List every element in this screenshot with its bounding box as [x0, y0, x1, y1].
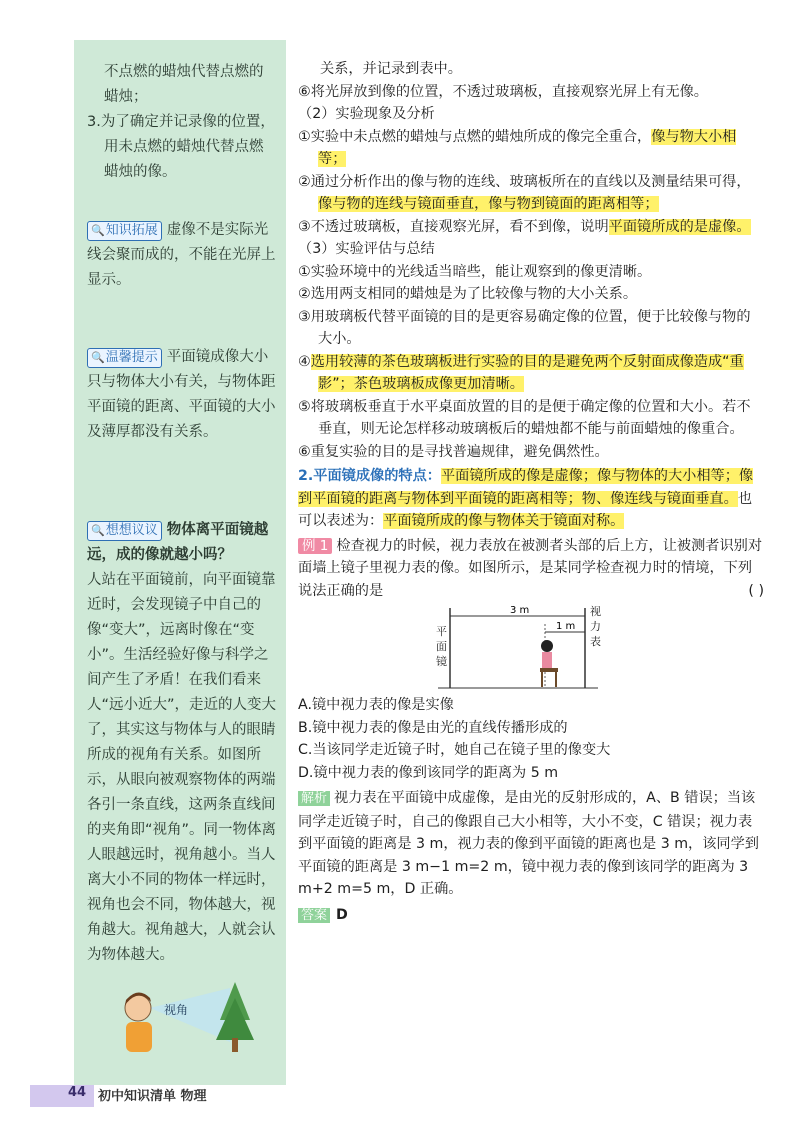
student-body — [542, 652, 552, 668]
analysis-1: ①实验中未点燃的蜡烛与点燃的蜡烛所成的像完全重合，像与物大小相等； — [298, 128, 737, 167]
option-b: B.镜中视力表的像是由光的直线传播形成的 — [298, 719, 568, 736]
option-c: C.当该同学走近镜子时，她自己在镜子里的像变大 — [298, 742, 611, 758]
option-a: A.镜中视力表的像是实像 — [298, 697, 454, 713]
page-number: 44 — [68, 1085, 87, 1100]
think-discuss-title: 物体离平面镜越远，成的像就越小吗？ — [87, 522, 269, 563]
knowledge-extension-text: 虚像不是实际光线会聚而成的，不能在光屏上显示。 — [87, 222, 276, 288]
answer — [298, 904, 764, 928]
magnifier-icon: 🔍 — [91, 524, 105, 537]
think-discuss-box — [87, 518, 277, 968]
magnifier-icon: 🔍 — [91, 224, 105, 237]
section-2: 2.平面镜成像的特点：平面镜所成的像是虚像；像与物体的大小相等；像到平面镜的距离与物体到平面镜的距离相等；物、像连线与镜面垂直。也可以表述为：平面镜所成的像与物体关于镜面对称。 — [298, 468, 754, 529]
knowledge-extension-tag: 🔍知识拓展 — [87, 221, 162, 241]
book-title: 初中知识清单 物理 — [98, 1089, 207, 1104]
answer-paren: ( ) — [748, 582, 764, 599]
eye-test-diagram — [298, 602, 764, 694]
chart-label: 视力表 — [590, 605, 601, 648]
eval-6: ⑥重复实验的目的是寻找普遍规律，避免偶然性。 — [298, 443, 609, 460]
eval-2: ②选用两支相同的蜡烛是为了比较像与物的大小关系。 — [298, 286, 638, 302]
dim-1m-label: 1 m — [556, 621, 576, 632]
text-line: 关系，并记录到表中。 — [320, 61, 462, 77]
example-1: 例 1 检查视力的时候，视力表放在被测者头部的后上方，让被测者识别对面墙上镜子里视力表的像。如图所示，是某同学检查视力时的情境，下列说法正确的是 ( ) — [298, 535, 764, 603]
knowledge-extension-box — [87, 218, 277, 293]
sidebar-item-3: 3.为了确定并记录像的位置，用未点燃的蜡烛代替点燃蜡烛的像。 — [87, 114, 275, 180]
step-6: ⑥将光屏放到像的位置，不透过玻璃板，直接观察光屏上有无像。 — [298, 83, 708, 100]
think-discuss-text: 人站在平面镜前，向平面镜靠近时，会发现镜子中自己的像“变大”，远离时像在“变小”。生活经验好像与科学之间产生了矛盾！在我们看来人“远小近大”，走近的人变大了，其实这与物体与人的眼睛所成的视角有关系。如图所示，从眼向被观察物体的两端各引一条直线，这两条直线间的夹角即“视角”。同一物体离人眼越远时，视角越小。当人离大小不同的物体一样远时，视角也会不同，物体越大，视角越大。视角越大，人就会认为物体越大。 — [87, 572, 277, 963]
eval-3: ③用玻璃板代替平面镜的目的是更容易确定像的位置，便于比较像与物的大小。 — [298, 308, 751, 347]
warm-tip-tag: 🔍温馨提示 — [87, 348, 162, 368]
warm-tip-text: 平面镜成像大小只与物体大小有关，与物体距平面镜的距离、平面镜的大小及薄厚都没有关系。 — [87, 349, 276, 440]
section-title: （2）实验现象及分析 — [298, 106, 435, 122]
mirror-label: 平面镜 — [436, 625, 447, 668]
main-content — [298, 58, 764, 927]
analysis: 解析 视力表在平面镜中成虚像，是由光的反射形成的，A、B 错误；当该同学走近镜子时，自己的像跟自己大小相等，大小不变，C 错误；视力表到平面镜的距离是 3 m，视力表的像到平面镜的距离也是 3 m，该同学到平面镜的距离是 3 m−1 m=2 m，镜中视力表的像到该同学的距离为 3 m+2 m=5 m，D 正确。 — [298, 790, 759, 897]
section-2-title: 2.平面镜成像的特点： — [298, 468, 441, 484]
highlight: 像与物大小相等； — [318, 128, 737, 167]
section-title: （3）实验评估与总结 — [298, 241, 435, 257]
angle-wedge — [150, 988, 230, 1042]
sidebar-text: 蜡烛； — [104, 89, 148, 105]
chair-seat — [540, 668, 558, 672]
eye-test-figure — [298, 602, 764, 694]
warm-tip-box — [87, 345, 277, 445]
analysis-3: ③不透过玻璃板，直接观察光屏，看不到像，说明平面镜所成的是虚像。 — [298, 218, 751, 235]
eval-4: ④选用较薄的茶色玻璃板进行实验的目的是避免两个反射面成像造成“重影”；茶色玻璃板成像更加清晰。 — [298, 353, 744, 392]
answer-badge: 答案 — [298, 908, 330, 923]
highlight: 平面镜所成的是虚像。 — [608, 218, 751, 235]
sidebar-top-note — [87, 60, 277, 185]
highlight: 选用较薄的茶色玻璃板进行实验的目的是避免两个反射面成像造成“重影”；茶色玻璃板成像更加清晰。 — [310, 353, 744, 392]
viewing-angle-label: 视角 — [164, 1003, 189, 1017]
think-discuss-tag: 🔍想想议议 — [87, 521, 162, 541]
tree-trunk — [232, 1038, 238, 1052]
example-badge: 例 1 — [298, 538, 332, 554]
option-d: D.镜中视力表的像到该同学的距离为 5 m — [298, 764, 559, 781]
dim-3m-label: 3 m — [510, 605, 530, 616]
highlight: 像与物的连线与镜面垂直，像与物到镜面的距离相等； — [318, 196, 659, 212]
eval-5: ⑤将玻璃板垂直于水平桌面放置的目的是便于确定像的位置和大小。若不垂直，则无论怎样移动玻璃板后的蜡烛都不能与前面蜡烛的像重合。 — [298, 398, 751, 437]
sidebar-text: 不点燃的蜡烛代替点燃的 — [104, 64, 264, 80]
viewing-angle-figure — [110, 980, 260, 1058]
student-head — [541, 640, 553, 652]
person-body — [126, 1022, 152, 1052]
analysis-2: ②通过分析作出的像与物的连线、玻璃板所在的直线以及测量结果可得，像与物的连线与镜面垂直，像与物到镜面的距离相等； — [298, 173, 751, 212]
answer-value: D — [336, 906, 348, 923]
magnifier-icon: 🔍 — [91, 351, 105, 364]
eval-1: ①实验环境中的光线适当暗些，能让观察到的像更清晰。 — [298, 263, 652, 280]
analysis-badge: 解析 — [298, 791, 330, 806]
